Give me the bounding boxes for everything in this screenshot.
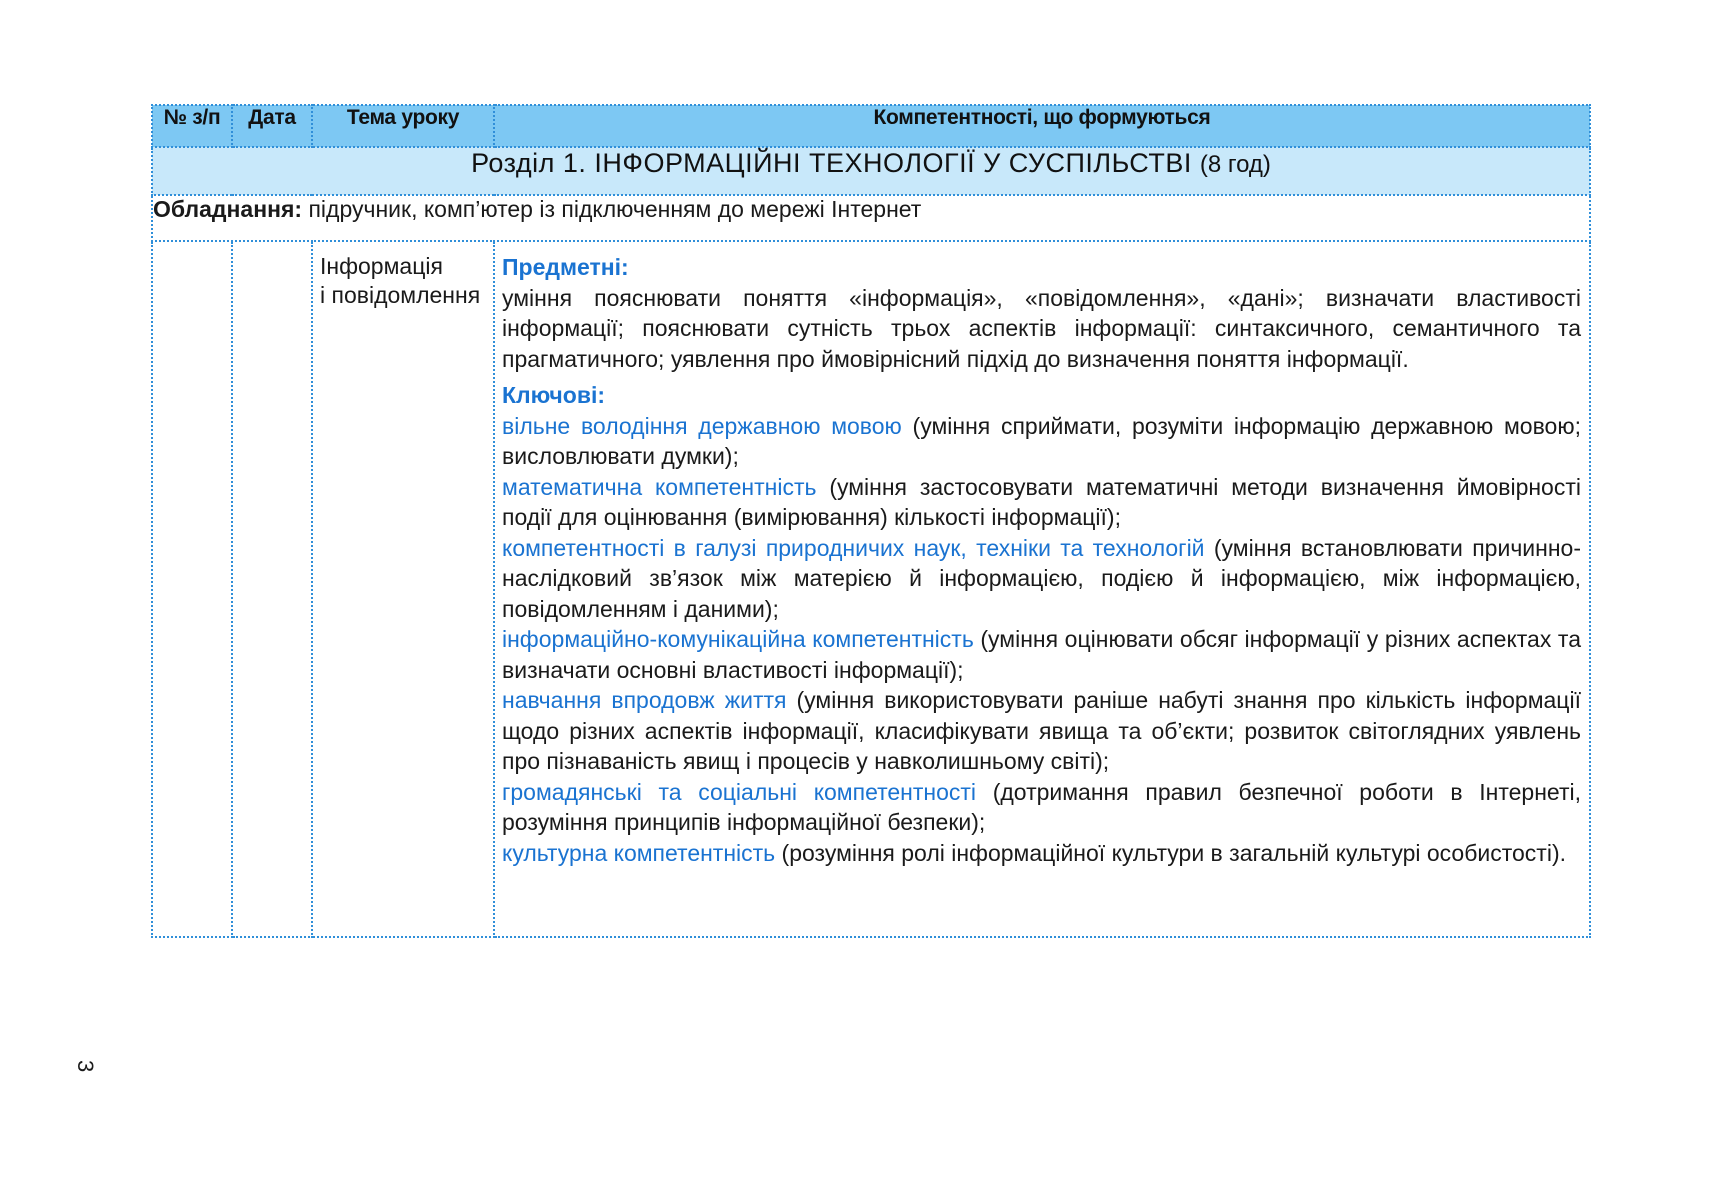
key-competence-desc: (уміння оцінювати обсяг інформації у різних аспектах та визначати основні властивості інформації);: [502, 626, 1581, 683]
key-competences-label: Ключові:: [502, 382, 606, 408]
equipment-label: Обладнання:: [153, 196, 303, 222]
section-hours: (8 год): [1199, 151, 1271, 178]
section-title-cell: [152, 147, 1590, 195]
key-competence-desc: (уміння застосовувати математичні методи визначення ймовірності події для оцінювання (вимірювання) кількості інформації);: [502, 473, 1581, 530]
subject-competences-label: Предметні:: [502, 254, 629, 280]
key-competence-item: [502, 685, 1581, 777]
lesson-row: [152, 241, 1590, 937]
subject-competences-text: уміння пояснювати поняття «інформація», «повідомлення», «дані»; визначати властивості інформації; пояснювати сутність трьох аспектів інформації: синтаксичного, семантичного та прагматичного; уявлення про ймовірнісний підхід до визначення поняття інформації.: [502, 284, 1581, 372]
key-competence-name: вільне володіння державною мовою: [502, 412, 902, 439]
page-number: 3: [73, 1060, 98, 1073]
key-competence-item: [502, 533, 1581, 625]
competences-cell: [494, 241, 1590, 937]
key-competence-name: навчання впродовж життя: [502, 687, 787, 713]
header-num: № з/п: [152, 105, 232, 147]
header-row: [152, 105, 1590, 147]
lesson-date-cell: [232, 241, 312, 937]
key-competence-desc: (розуміння ролі інформаційної культури в загальній культурі особистості).: [775, 839, 1566, 866]
key-competence-desc: (уміння використовувати раніше набуті знання про кількість інформації щодо різних аспектів інформації, класифікувати явища та об’єкти; розвиток світоглядних уявлень про пізнаваність явищ і процесів у навколишньому світі);: [502, 687, 1581, 774]
section-title: Розділ 1. ІНФОРМАЦІЙНІ ТЕХНОЛОГІЇ У СУСПІЛЬСТВІ: [471, 148, 1192, 178]
header-date: Дата: [232, 105, 312, 147]
header-topic: Тема уроку: [312, 105, 494, 147]
key-competence-desc: (уміння встановлювати причинно-наслідковий зв’язок між матерією й інформацією, подією й інформацією, між інформацією, повідомленням і даними);: [502, 534, 1581, 622]
lesson-topic-line2: і повідомлення: [320, 282, 481, 308]
header-competences: Компетентності, що формуються: [494, 105, 1590, 147]
lesson-topic-cell: [312, 241, 494, 937]
key-competence-item: [502, 624, 1581, 685]
key-competence-desc: (дотримання правил безпечної роботи в Інтернеті, розуміння принципів інформаційної безпеки);: [502, 778, 1581, 835]
lesson-topic-line1: Інформація: [320, 253, 443, 279]
lesson-plan-table: [151, 104, 1591, 938]
key-competence-name: громадянські та соціальні компетентності: [502, 778, 977, 805]
equipment-row: [152, 195, 1590, 241]
key-competence-item: [502, 777, 1581, 838]
key-competence-name: культурна компетентність: [502, 839, 776, 866]
key-competence-item: [502, 838, 1581, 869]
key-competence-name: компетентності в галузі природничих наук, техніки та технологій: [502, 534, 1205, 561]
key-competence-item: [502, 411, 1581, 472]
key-competence-desc: (уміння сприймати, розуміти інформацію державною мовою; висловлювати думки);: [502, 412, 1581, 469]
key-competence-item: [502, 472, 1581, 533]
key-competence-name: інформаційно-комунікаційна компетентність: [502, 626, 974, 652]
section-row: [152, 147, 1590, 195]
key-competence-name: математична компетентність: [502, 473, 817, 500]
equipment-text: підручник, комп’ютер із підключенням до мережі Інтернет: [308, 196, 922, 222]
equipment-cell: [152, 195, 1590, 241]
lesson-num-cell: [152, 241, 232, 937]
